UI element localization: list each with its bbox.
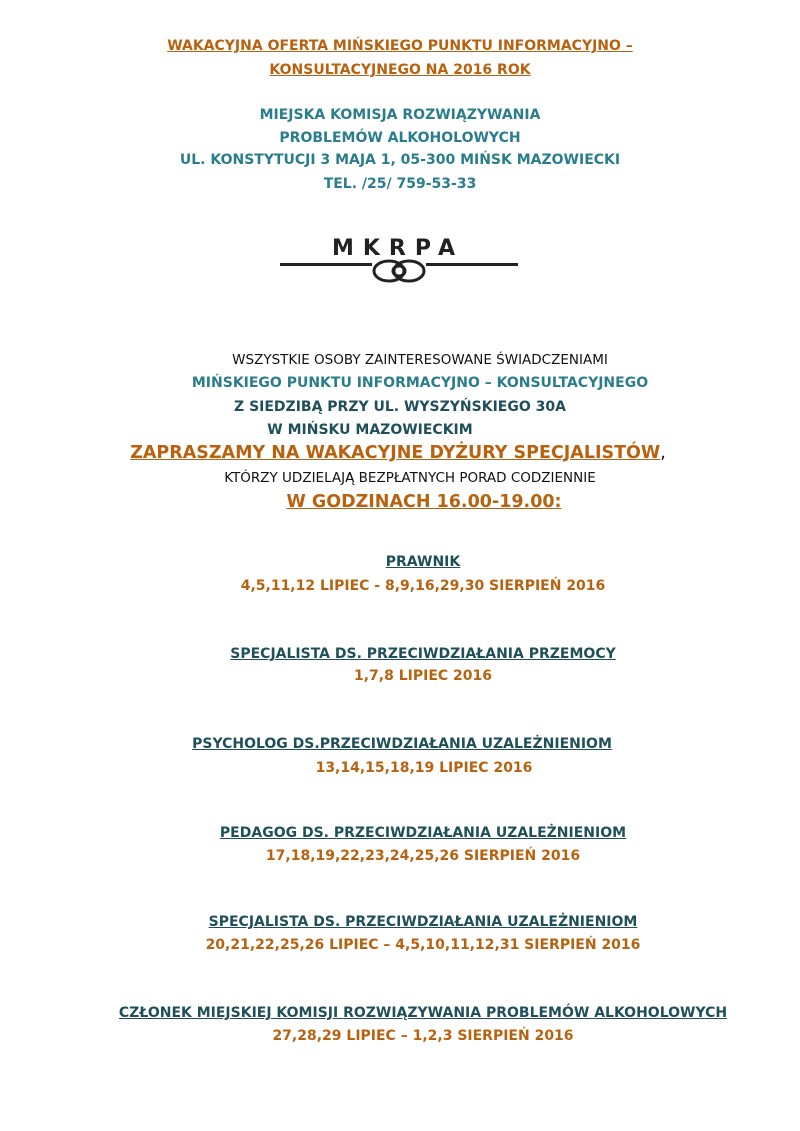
- specialist-role-violence: SPECJALISTA DS. PRZECIWDZIAŁANIA PRZEMOCY: [230, 646, 616, 662]
- invitation-line-1: WSZYSTKIE OSOBY ZAINTERESOWANE ŚWIADCZENIAMI: [232, 352, 608, 368]
- logo-left-rule: [280, 263, 372, 266]
- mkrpa-logo: [280, 232, 518, 288]
- specialist-role-addiction: SPECJALISTA DS. PRZECIWDZIAŁANIA UZALEŻNIENIOM: [208, 914, 638, 930]
- invitation-headline-punct: ,: [660, 443, 666, 463]
- specialist-dates-lawyer: 4,5,11,12 LIPIEC - 8,9,16,29,30 SIERPIEŃ 2016: [240, 578, 606, 594]
- logo-right-rule: [426, 263, 518, 266]
- invitation-headline: [0, 443, 798, 463]
- invitation-line-6: KTÓRZY UDZIELAJĄ BEZPŁATNYCH PORAD CODZIENNIE: [224, 470, 596, 486]
- specialist-dates-violence: 1,7,8 LIPIEC 2016: [353, 668, 492, 684]
- specialist-dates-psychologist: 13,14,15,18,19 LIPIEC 2016: [315, 760, 533, 776]
- organization-phone: TEL. /25/ 759-53-33: [323, 176, 477, 192]
- specialist-role-commission-member: CZŁONEK MIEJSKIEJ KOMISJI ROZWIĄZYWANIA PROBLEMÓW ALKOHOLOWYCH: [118, 1005, 728, 1021]
- organization-name-line-1: MIEJSKA KOMISJA ROZWIĄZYWANIA: [259, 107, 541, 123]
- mkrpa-logo-graphic: [280, 232, 518, 288]
- document-title-line-2: KONSULTACYJNEGO NA 2016 ROK: [269, 62, 531, 78]
- office-hours: W GODZINACH 16.00-19.00:: [286, 492, 562, 512]
- organization-name-line-2: PROBLEMÓW ALKOHOLOWYCH: [279, 130, 521, 146]
- specialist-dates-pedagogue: 17,18,19,22,23,24,25,26 SIERPIEŃ 2016: [265, 848, 581, 864]
- logo-text: MKRPA: [331, 236, 465, 261]
- specialist-dates-commission-member: 27,28,29 LIPIEC – 1,2,3 SIERPIEŃ 2016: [272, 1028, 574, 1044]
- invitation-headline-text: ZAPRASZAMY NA WAKACYJNE DYŻURY SPECJALISTÓW: [130, 443, 661, 463]
- invitation-line-3: Z SIEDZIBĄ PRZY UL. WYSZYŃSKIEGO 30A: [234, 399, 566, 415]
- invitation-line-4: W MIŃSKU MAZOWIECKIM: [267, 422, 473, 438]
- document-title-line-1: WAKACYJNA OFERTA MIŃSKIEGO PUNKTU INFORMACYJNO –: [167, 38, 633, 54]
- organization-address: UL. KONSTYTUCJI 3 MAJA 1, 05-300 MIŃSK MAZOWIECKI: [179, 152, 621, 168]
- specialist-role-psychologist: PSYCHOLOG DS.PRZECIWDZIAŁANIA UZALEŻNIENIOM: [192, 736, 612, 752]
- logo-knot-icon: [374, 261, 424, 281]
- specialist-role-lawyer: PRAWNIK: [385, 554, 461, 570]
- specialist-dates-addiction: 20,21,22,25,26 LIPIEC – 4,5,10,11,12,31 SIERPIEŃ 2016: [205, 937, 641, 953]
- invitation-line-2: MIŃSKIEGO PUNKTU INFORMACYJNO – KONSULTACYJNEGO: [191, 375, 649, 391]
- specialist-role-pedagogue: PEDAGOG DS. PRZECIWDZIAŁANIA UZALEŻNIENIOM: [219, 825, 627, 841]
